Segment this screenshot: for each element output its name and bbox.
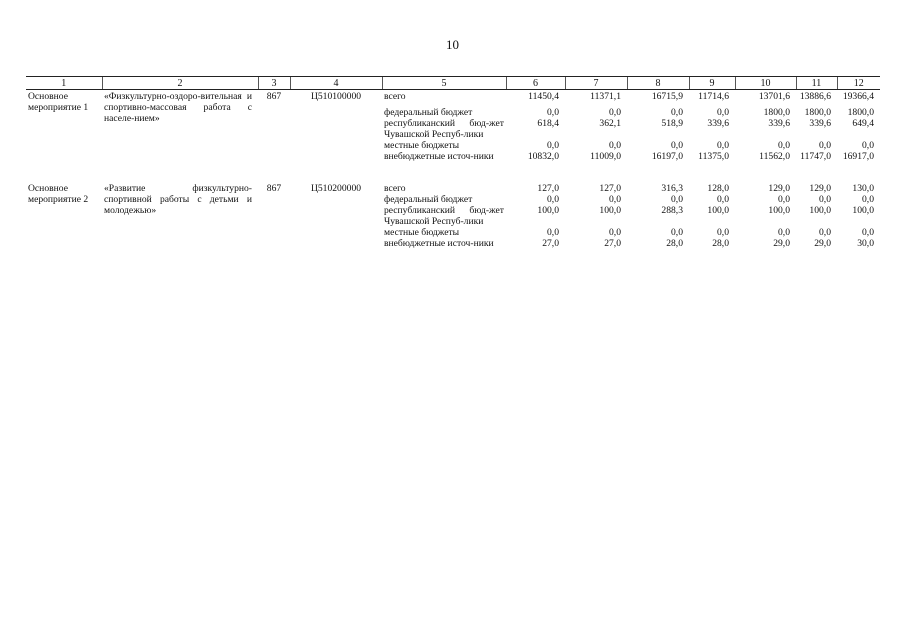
column-header: 2 [102,77,258,90]
funding-source: республиканский бюд-жет Чувашской Респуб-лики [384,205,504,227]
amount-cell: 362,1 [599,118,621,129]
funding-source: местные бюджеты [384,140,460,151]
amount-cell: 0,0 [778,227,790,238]
column-header: 9 [689,77,735,90]
amount-cell: 0,0 [547,107,559,118]
amount-cell: 0,0 [717,227,729,238]
column-header: 3 [258,77,290,90]
amount-cell: 1800,0 [763,107,790,118]
column-header: 1 [26,77,102,90]
amount-cell: 0,0 [609,227,621,238]
funding-source: федеральный бюджет [384,194,473,205]
amount-cell: 0,0 [609,194,621,205]
amount-cell: 0,0 [819,227,831,238]
amount-cell: 16715,9 [651,91,683,102]
amount-cell: 0,0 [862,227,874,238]
amount-cell: 28,0 [712,238,729,249]
funding-source: внебюджетные источ-ники [384,151,494,162]
amount-cell: 0,0 [547,140,559,151]
amount-cell: 0,0 [609,107,621,118]
amount-cell: 27,0 [604,238,621,249]
amount-cell: 16197,0 [651,151,683,162]
table-row [26,90,880,103]
ministry-code: 867 [266,183,282,194]
page-number: 10 [446,37,459,52]
budget-code: Ц510100000 [310,91,362,102]
column-header: 11 [796,77,837,90]
amount-cell: 0,0 [778,140,790,151]
amount-cell: 618,4 [537,118,559,129]
activity-name: Основное мероприятие 1 [28,91,89,113]
column-header: 6 [506,77,565,90]
amount-cell: 11371,1 [590,91,621,102]
amount-cell: 0,0 [671,140,683,151]
amount-cell: 11450,4 [528,91,559,102]
activity-name: Основное мероприятие 2 [28,183,89,205]
spacer-row [26,162,880,183]
header-row [26,77,880,90]
amount-cell: 16917,0 [842,151,874,162]
column-header: 8 [627,77,689,90]
amount-cell: 1800,0 [804,107,831,118]
activity-description: «Физкультурно-оздоро-вительная и спортивно-массовая работа с населе-нием» [104,91,252,124]
funding-source: федеральный бюджет [384,107,473,118]
column-header: 10 [735,77,796,90]
amount-cell: 649,4 [852,118,874,129]
column-header: 7 [565,77,627,90]
amount-cell: 518,9 [661,118,683,129]
amount-cell: 129,0 [768,183,790,194]
amount-cell: 0,0 [671,194,683,205]
table-row [26,183,880,194]
amount-cell: 0,0 [819,140,831,151]
amount-cell: 100,0 [768,205,790,216]
column-header: 12 [837,77,880,90]
amount-cell: 0,0 [671,227,683,238]
amount-cell: 0,0 [862,194,874,205]
amount-cell: 288,3 [661,205,683,216]
funding-source: всего [384,183,406,194]
amount-cell: 28,0 [666,238,683,249]
amount-cell: 128,0 [707,183,729,194]
amount-cell: 100,0 [707,205,729,216]
amount-cell: 11714,6 [698,91,729,102]
amount-cell: 0,0 [547,227,559,238]
amount-cell: 27,0 [542,238,559,249]
amount-cell: 127,0 [537,183,559,194]
amount-cell: 11375,0 [698,151,729,162]
activity-description: «Развитие физкультурно-спортивной работы с детьми и молодежью» [104,183,252,216]
amount-cell: 0,0 [609,140,621,151]
amount-cell: 29,0 [773,238,790,249]
budget-code: Ц510200000 [310,183,362,194]
amount-cell: 100,0 [599,205,621,216]
amount-cell: 129,0 [809,183,831,194]
amount-cell: 19366,4 [842,91,874,102]
amount-cell: 0,0 [547,194,559,205]
amount-cell: 339,6 [809,118,831,129]
amount-cell: 316,3 [661,183,683,194]
funding-source: местные бюджеты [384,227,460,238]
amount-cell: 29,0 [814,238,831,249]
amount-cell: 0,0 [819,194,831,205]
amount-cell: 0,0 [717,107,729,118]
amount-cell: 11562,0 [759,151,790,162]
amount-cell: 339,6 [768,118,790,129]
amount-cell: 11009,0 [590,151,621,162]
amount-cell: 127,0 [599,183,621,194]
amount-cell: 11747,0 [800,151,831,162]
amount-cell: 0,0 [717,140,729,151]
column-header: 5 [382,77,506,90]
amount-cell: 10832,0 [527,151,559,162]
funding-source: внебюджетные источ-ники [384,238,494,249]
amount-cell: 0,0 [717,194,729,205]
amount-cell: 100,0 [537,205,559,216]
column-header: 4 [290,77,382,90]
amount-cell: 339,6 [707,118,729,129]
amount-cell: 30,0 [857,238,874,249]
ministry-code: 867 [266,91,282,102]
amount-cell: 100,0 [852,205,874,216]
amount-cell: 13701,6 [758,91,790,102]
spacer-cell [26,162,880,183]
amount-cell: 0,0 [862,140,874,151]
amount-cell: 0,0 [778,194,790,205]
amount-cell: 130,0 [852,183,874,194]
amount-cell: 13886,6 [799,91,831,102]
amount-cell: 0,0 [671,107,683,118]
budget-table [26,76,880,249]
amount-cell: 1800,0 [847,107,874,118]
funding-source: всего [384,91,406,102]
funding-source: республиканский бюд-жет Чувашской Респуб-лики [384,118,504,140]
amount-cell: 100,0 [809,205,831,216]
